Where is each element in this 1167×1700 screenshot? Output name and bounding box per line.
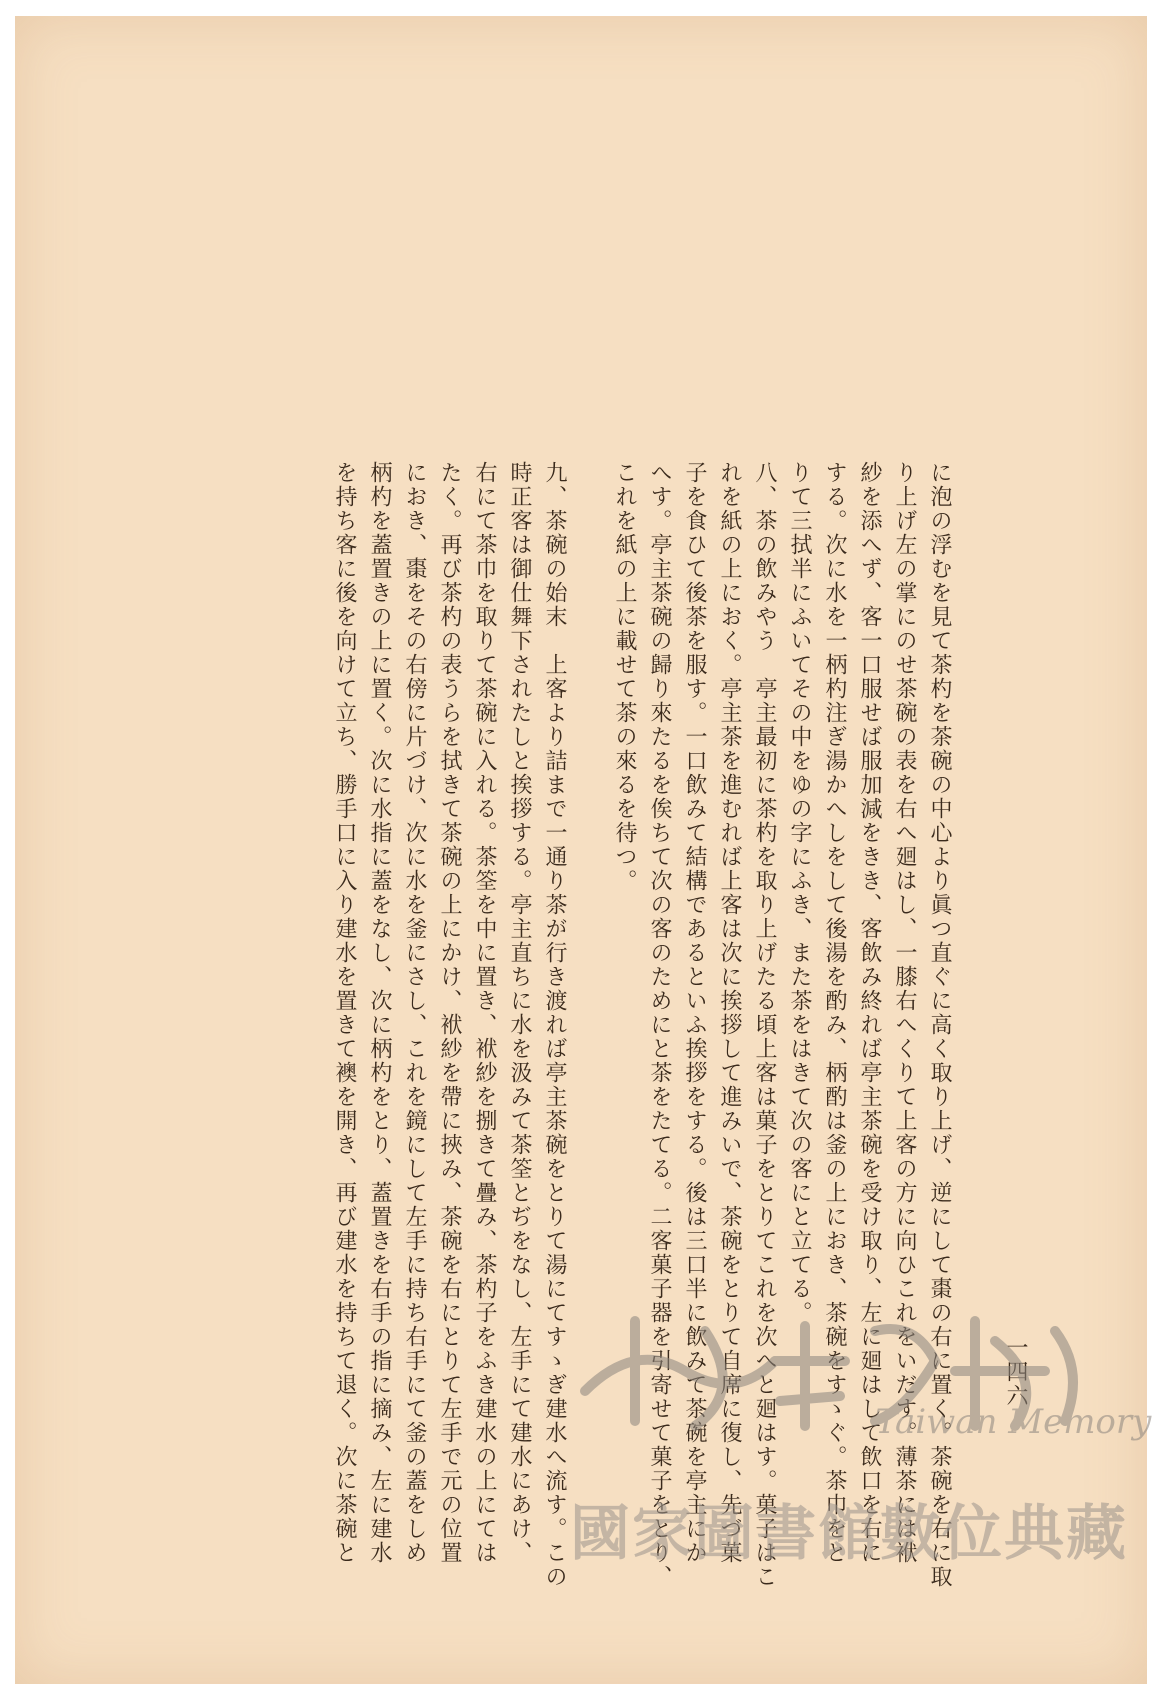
- text-line: れを紙の上におく。亭主茶を進むれば上客は次に挨拶して進みいで、茶碗をとりて自席に復し、先づ菓: [717, 461, 742, 1565]
- text-line: 子を食ひて後茶を服す。一口飲みて結構であるといふ挨拶をする。後は三口半に飲みて茶碗を亭主にか: [682, 461, 707, 1565]
- library-watermark: 國家圖書館數位典藏: [570, 1499, 1128, 1569]
- text-line: する。次に水を一柄杓注ぎ湯かへしをして後湯を酌み、柄酌は釜の上におき、茶碗をすゝぐ。茶巾をと: [822, 461, 847, 1565]
- text-line: を持ち客に後を向けて立ち、勝手口に入り建水を置きて襖を開き、再び建水を持ちて退く。次に茶碗と: [332, 461, 357, 1565]
- text-line: り上げ左の掌にのせ茶碗の表を右へ廻はし、一膝右へくりて上客の方に向ひこれをいだす。薄茶には袱: [892, 461, 917, 1565]
- text-line: におき、棗をその右傍に片づけ、次に水を釜にさし、これを鏡にして左手に持ち右手にて釜の蓋をしめ: [402, 461, 427, 1565]
- svg-text:Taiwan Memory: Taiwan Memory: [875, 1402, 1152, 1442]
- text-line: 柄杓を蓋置きの上に置く。次に水指に蓋をなし、次に柄杓をとり、蓋置きを右手の指に摘み、左に建水: [367, 461, 392, 1565]
- text-line: 時正客は御仕舞下されたしと挨拶する。亭主直ちに水を汲みて茶筌とぢをなし、左手にて建水にあけ、: [507, 461, 532, 1565]
- text-line: これを紙の上に載せて茶の來るを待つ。: [612, 461, 637, 893]
- book-page: [15, 16, 1152, 1684]
- taiwan-memory-logo: [575, 1301, 1152, 1442]
- text-line: に泡の浮むを見て茶杓を茶碗の中心より眞つ直ぐに高く取り上げ、逆にして棗の右に置く。茶碗を右に取: [927, 461, 952, 1589]
- text-line: 右にて茶巾を取りて茶碗に入れる。茶筌を中に置き、袱紗を捌きて疊み、茶杓子をふき建水の上にては: [472, 461, 497, 1565]
- text-line: 八、茶の飲みやう 亭主最初に茶杓を取り上げたる頃上客は菓子をとりてこれを次へと廻はす。菓子はこ: [752, 461, 777, 1589]
- text-line: 紗を添へず、客一口服せば服加減をきき、客飲み終れば亭主茶碗を受け取り、左に廻はして飲口を右に: [857, 461, 882, 1565]
- text-line: へす。亭主茶碗の歸り來たるを俟ちて次の客のためにと茶をたてる。二客菓子器を引寄せて菓子をとり、: [647, 461, 672, 1589]
- page-number: 一四六: [1003, 1336, 1028, 1408]
- text-line: 九、茶碗の始末 上客より詰まで一通り茶が行き渡れば亭主茶碗をとりて湯にてすゝぎ建水へ流す。この: [542, 461, 567, 1589]
- text-line: りて三拭半にふいてその中をゆの字にふき、また茶をはきて次の客にと立てる。: [787, 461, 812, 1325]
- text-line: たく。再び茶杓の表うらを拭きて茶碗の上にかけ、袱紗を帶に挾み、茶碗を右にとりて左手で元の位置: [437, 461, 462, 1565]
